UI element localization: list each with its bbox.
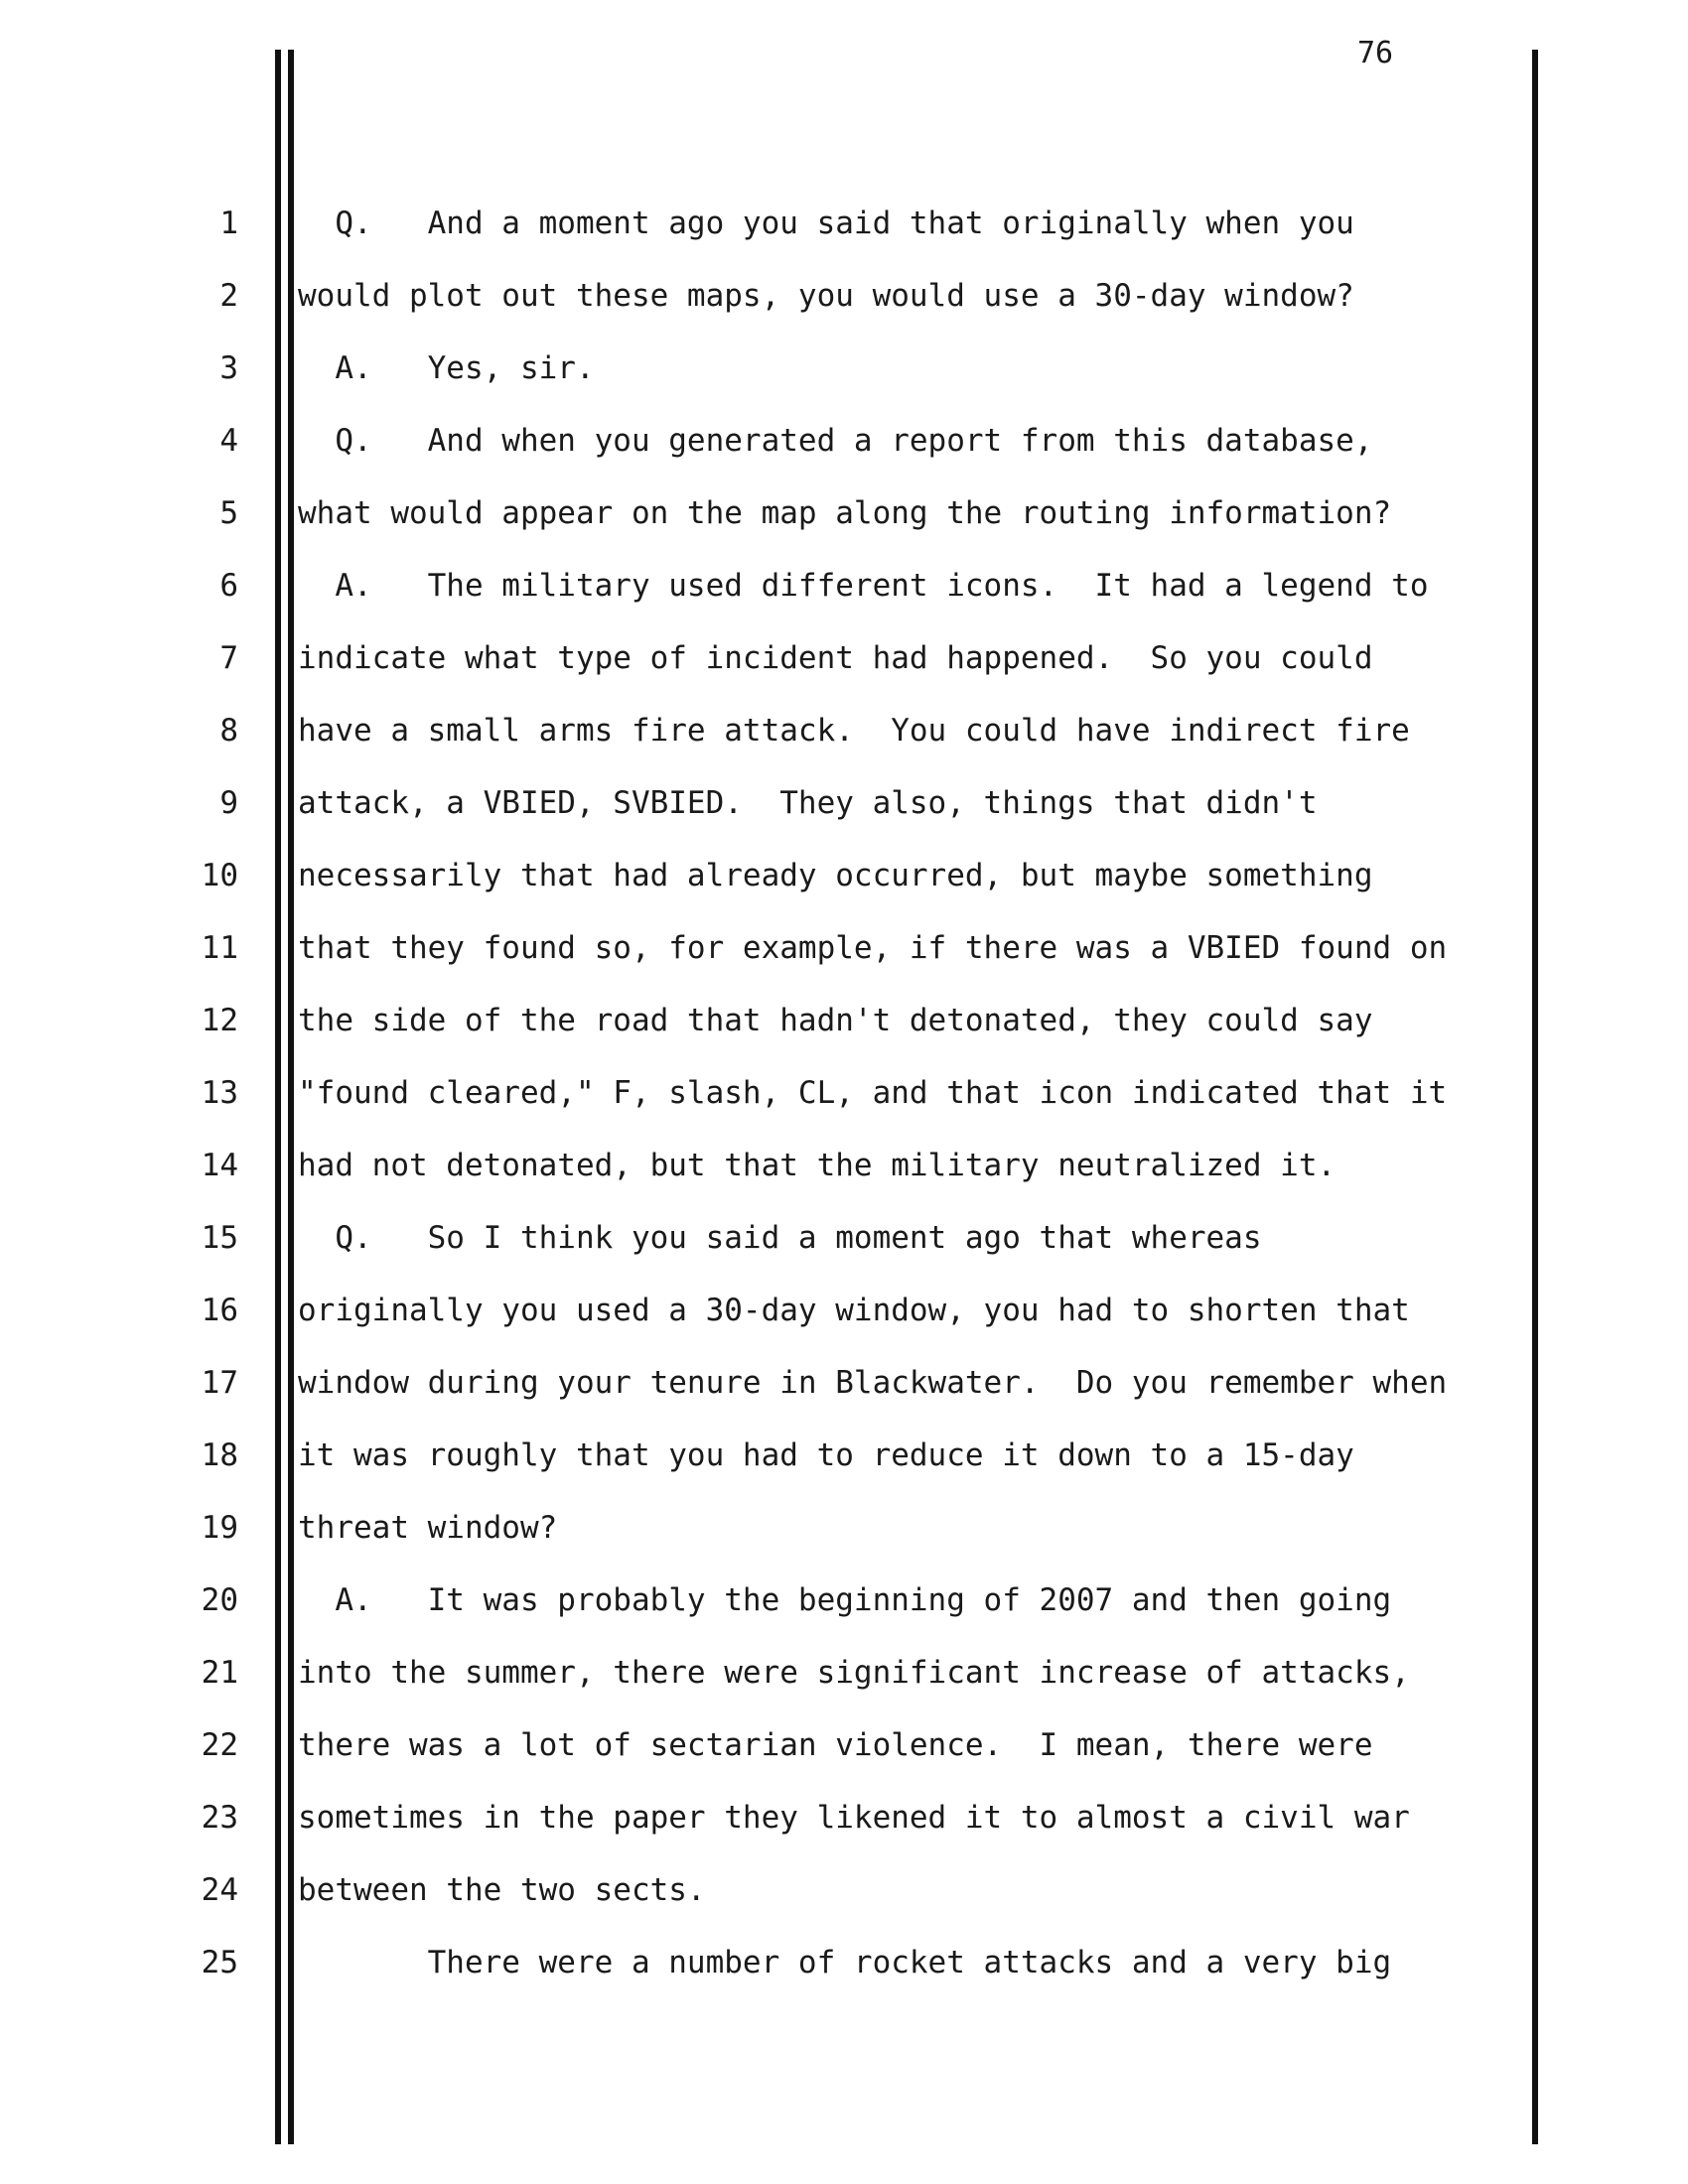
transcript-line: that they found so, for example, if there was a VBIED found on: [298, 930, 1448, 966]
line-number: 25: [201, 1945, 238, 1980]
line-number: 9: [219, 785, 238, 821]
transcript-line: threat window?: [298, 1510, 558, 1546]
transcript-line: originally you used a 30-day window, you had to shorten that: [298, 1293, 1410, 1328]
line-number: 22: [201, 1727, 238, 1763]
line-number-column: [189, 199, 238, 2010]
line-number: 23: [201, 1800, 238, 1836]
line-number: 16: [201, 1293, 238, 1328]
line-number: 2: [219, 278, 238, 314]
line-number: 13: [201, 1075, 238, 1111]
transcript-line: Q. So I think you said a moment ago that whereas: [298, 1220, 1262, 1256]
line-number: 8: [219, 713, 238, 749]
transcript-line: it was roughly that you had to reduce it down to a 15-day: [298, 1437, 1354, 1473]
transcript-line: indicate what type of incident had happened. So you could: [298, 640, 1373, 676]
transcript-line: window during your tenure in Blackwater. Do you remember when: [298, 1365, 1448, 1401]
transcript-line: "found cleared," F, slash, CL, and that icon indicated that it: [298, 1075, 1448, 1111]
transcript-body: [298, 199, 1529, 2010]
transcript-line: between the two sects.: [298, 1872, 706, 1908]
transcript-line: had not detonated, but that the military neutralized it.: [298, 1148, 1336, 1183]
transcript-line: A. Yes, sir.: [298, 350, 595, 386]
transcript-line: would plot out these maps, you would use a 30-day window?: [298, 278, 1354, 314]
line-number: 11: [201, 930, 238, 966]
line-number: 21: [201, 1655, 238, 1691]
transcript-line: A. The military used different icons. It had a legend to: [298, 568, 1429, 604]
line-number: 17: [201, 1365, 238, 1401]
line-number: 1: [219, 205, 238, 241]
right-margin-rule: [1532, 50, 1538, 2144]
line-number: 5: [219, 495, 238, 531]
transcript-line: have a small arms fire attack. You could have indirect fire: [298, 713, 1410, 749]
left-margin-rule-inner: [288, 50, 294, 2144]
line-number: 19: [201, 1510, 238, 1546]
transcript-line: the side of the road that hadn't detonated, they could say: [298, 1003, 1373, 1038]
line-number: 4: [219, 423, 238, 459]
transcript-line: attack, a VBIED, SVBIED. They also, things that didn't: [298, 785, 1318, 821]
transcript-line: sometimes in the paper they likened it to almost a civil war: [298, 1800, 1410, 1836]
transcript-line: Q. And a moment ago you said that originally when you: [298, 205, 1354, 241]
transcript-line: There were a number of rocket attacks and a very big: [298, 1945, 1392, 1980]
line-number: 6: [219, 568, 238, 604]
left-margin-rule-outer: [275, 50, 281, 2144]
line-number: 24: [201, 1872, 238, 1908]
line-number: 18: [201, 1437, 238, 1473]
line-number: 20: [201, 1582, 238, 1618]
transcript-line: Q. And when you generated a report from this database,: [298, 423, 1373, 459]
transcript-line: into the summer, there were significant increase of attacks,: [298, 1655, 1410, 1691]
transcript-line: necessarily that had already occurred, but maybe something: [298, 858, 1373, 893]
page-number: 76: [1356, 36, 1394, 70]
line-number: 3: [219, 350, 238, 386]
transcript-line: what would appear on the map along the routing information?: [298, 495, 1392, 531]
line-number: 14: [201, 1148, 238, 1183]
transcript-line: A. It was probably the beginning of 2007 and then going: [298, 1582, 1392, 1618]
line-number: 12: [201, 1003, 238, 1038]
line-number: 10: [201, 858, 238, 893]
line-number: 15: [201, 1220, 238, 1256]
line-number: 7: [219, 640, 238, 676]
transcript-line: there was a lot of sectarian violence. I mean, there were: [298, 1727, 1373, 1763]
